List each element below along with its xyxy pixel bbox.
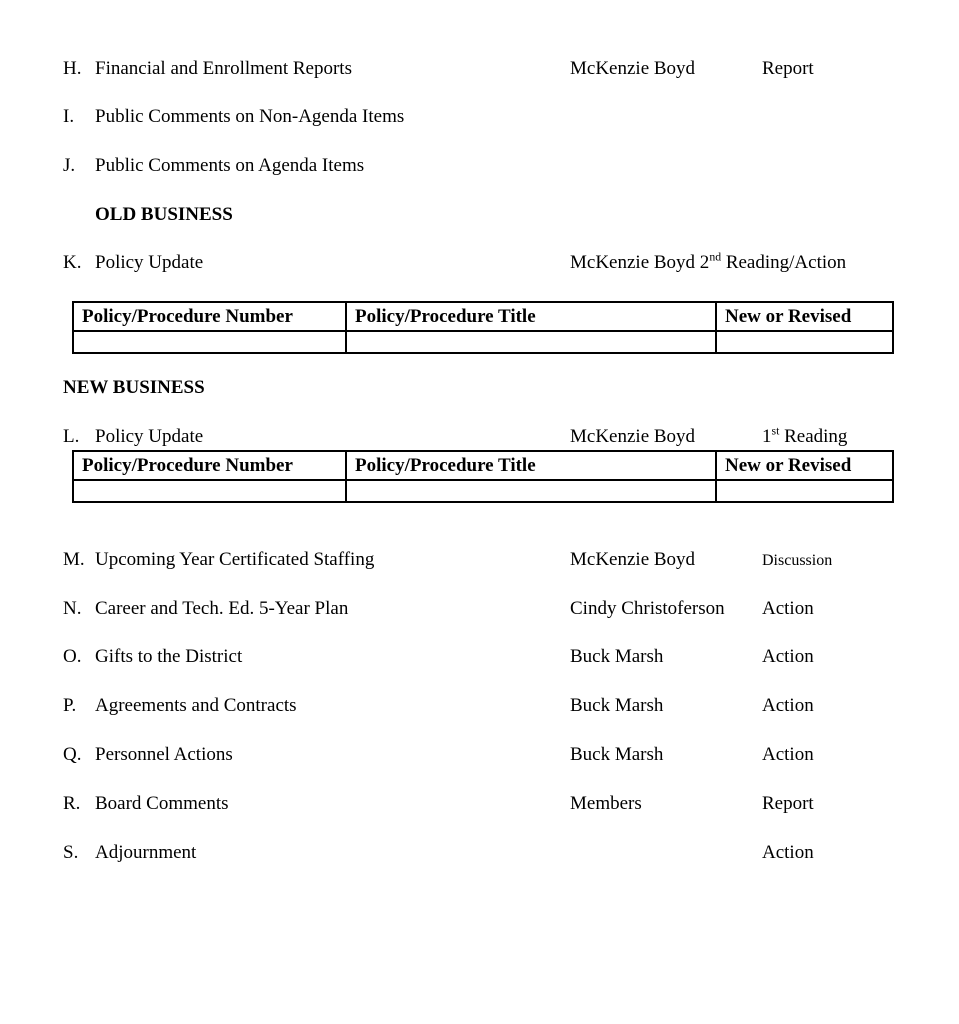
item-presenter: Cindy Christoferson — [570, 598, 725, 619]
item-presenter: Members — [570, 793, 642, 814]
policy-table-new — [72, 450, 894, 503]
item-title: Financial and Enrollment Reports — [95, 58, 352, 79]
item-title: Public Comments on Non-Agenda Items — [95, 106, 405, 127]
item-letter: H. — [63, 58, 82, 79]
item-action: Discussion — [762, 552, 833, 569]
item-letter: P. — [63, 695, 77, 716]
policy-table-empty-cell — [346, 331, 716, 353]
agenda-item-row — [63, 744, 893, 766]
policy-table-header-cell: Policy/Procedure Title — [346, 451, 716, 480]
item-letter: J. — [63, 155, 76, 176]
item-action: Action — [762, 646, 814, 667]
agenda-item-row — [63, 793, 893, 815]
item-letter: N. — [63, 598, 82, 619]
ordinal-superscript: nd — [709, 250, 722, 264]
item-letter: R. — [63, 793, 81, 814]
new-business-heading: NEW BUSINESS — [63, 377, 205, 398]
item-letter: I. — [63, 106, 75, 127]
policy-table-empty-cell — [716, 480, 893, 502]
policy-table-header-cell: New or Revised — [716, 451, 893, 480]
item-title: Policy Update — [95, 426, 204, 447]
item-action: Action — [762, 695, 814, 716]
agenda-item-row — [63, 695, 893, 717]
policy-table-header-cell: Policy/Procedure Number — [73, 302, 346, 331]
agenda-item-row — [63, 549, 893, 572]
item-title: Public Comments on Agenda Items — [95, 155, 365, 176]
agenda-item-row — [63, 252, 893, 274]
item-letter: S. — [63, 842, 79, 863]
item-presenter: McKenzie Boyd — [570, 426, 696, 447]
item-letter: L. — [63, 426, 80, 447]
item-presenter: McKenzie Boyd 2nd Reading/Action — [570, 250, 847, 273]
item-action: Report — [762, 58, 814, 79]
item-letter: M. — [63, 549, 85, 570]
item-title: Policy Update — [95, 252, 204, 273]
item-presenter: McKenzie Boyd — [570, 58, 696, 79]
item-presenter: McKenzie Boyd — [570, 549, 696, 570]
item-letter: O. — [63, 646, 82, 667]
item-title: Upcoming Year Certificated Staffing — [95, 549, 375, 570]
policy-table-old — [72, 301, 894, 354]
item-presenter: Buck Marsh — [570, 744, 664, 765]
item-title: Agreements and Contracts — [95, 695, 297, 716]
item-action: Action — [762, 598, 814, 619]
policy-table-header-cell: Policy/Procedure Number — [73, 451, 346, 480]
policy-table-empty-cell — [346, 480, 716, 502]
item-title: Board Comments — [95, 793, 229, 814]
agenda-item-row — [63, 646, 893, 668]
agenda-item-row — [63, 426, 893, 448]
agenda-item-row — [63, 155, 893, 177]
item-letter: K. — [63, 252, 82, 273]
old-business-heading: OLD BUSINESS — [95, 204, 233, 225]
table-header-row — [73, 451, 893, 480]
item-letter: Q. — [63, 744, 82, 765]
policy-table-header-cell: Policy/Procedure Title — [346, 302, 716, 331]
policy-table-empty-cell — [73, 331, 346, 353]
policy-table-empty-cell — [73, 480, 346, 502]
agenda-item-row — [63, 106, 893, 128]
item-presenter: Buck Marsh — [570, 695, 664, 716]
agenda-item-row — [63, 598, 893, 620]
table-header-row — [73, 302, 893, 331]
table-row — [73, 331, 893, 353]
item-action: Report — [762, 793, 814, 814]
item-title: Adjournment — [95, 842, 197, 863]
policy-table-header-cell: New or Revised — [716, 302, 893, 331]
policy-table-empty-cell — [716, 331, 893, 353]
item-title: Personnel Actions — [95, 744, 233, 765]
agenda-item-row — [63, 58, 893, 80]
item-title: Gifts to the District — [95, 646, 243, 667]
item-title: Career and Tech. Ed. 5-Year Plan — [95, 598, 349, 619]
item-presenter: Buck Marsh — [570, 646, 664, 667]
agenda-item-row — [63, 842, 893, 864]
item-action: Action — [762, 744, 814, 765]
table-row — [73, 480, 893, 502]
ordinal-superscript: st — [771, 424, 780, 438]
item-action: Action — [762, 842, 814, 863]
item-action: 1st Reading — [762, 424, 848, 447]
